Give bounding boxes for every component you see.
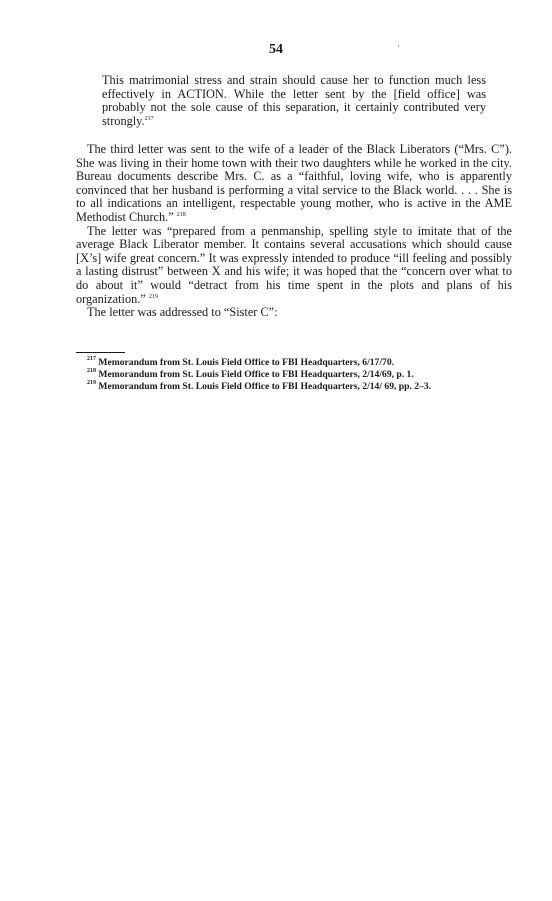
footnote-number: 219 (87, 380, 96, 387)
footnote-ref-217: 217 (144, 115, 154, 122)
quote-text: This matrimonial stress and strain should cause her to function much less effectively in ACTION. While the letter sent by the [field office] was probably not the sole cause of this separation, it certainly contributed very strongly. (102, 73, 486, 128)
paragraph-letter-prepared-text: The letter was “prepared from a penmanship, spelling style to imitate that of the average Black Liberator member. It contains several accusations which should cause [X’s] wife great concern.” It was expressly intended to produce “ill feeling and possibly a lasting distrust” between X and his wife; it was hoped that the “concern over what to do about it” would “detract from his time spent in the plots and plans of his organization.” (76, 223, 512, 306)
paragraph-addressed: The letter was addressed to “Sister C”: (87, 305, 278, 320)
quote-paragraph (102, 74, 486, 128)
paragraph-third-letter (76, 143, 512, 225)
footnote-217 (76, 357, 512, 369)
footnote-ref-218: 218 (176, 211, 186, 218)
footnotes (76, 357, 512, 394)
footnote-text: Memorandum from St. Louis Field Office to FBI Headquarters, 2/14/69, p. 1. (98, 369, 414, 381)
body-text (76, 143, 512, 320)
footnote-divider (76, 352, 125, 353)
footnote-text: Memorandum from St. Louis Field Office to FBI Headquarters, 2/14/ 69, pp. 2–3. (98, 381, 432, 393)
footnote-number: 218 (87, 368, 96, 375)
footnote-text: Memorandum from St. Louis Field Office to FBI Headquarters, 6/17/70. (98, 357, 395, 368)
scan-speck (398, 45, 399, 47)
footnote-ref-219: 219 (148, 293, 158, 300)
paragraph-third-letter-text: The third letter was sent to the wife of a leader of the Black Liberators (“Mrs. C”). She was living in their home town with their two daughters while he worked in the city. Bureau documents describe Mrs. C. as a “faithful, loving wife, who is apparently convinced that her husband is performing a vital service to the Black world. . . . She is to all indications an intelligent, respectable young mother, who is active in the AME Methodist Church.” (76, 142, 512, 224)
page-number: 54 (269, 42, 283, 57)
paragraph-letter-prepared (76, 225, 512, 307)
block-quote (102, 74, 486, 128)
footnote-218 (76, 369, 512, 381)
footnote-219 (76, 381, 512, 393)
footnote-number: 217 (87, 356, 96, 362)
